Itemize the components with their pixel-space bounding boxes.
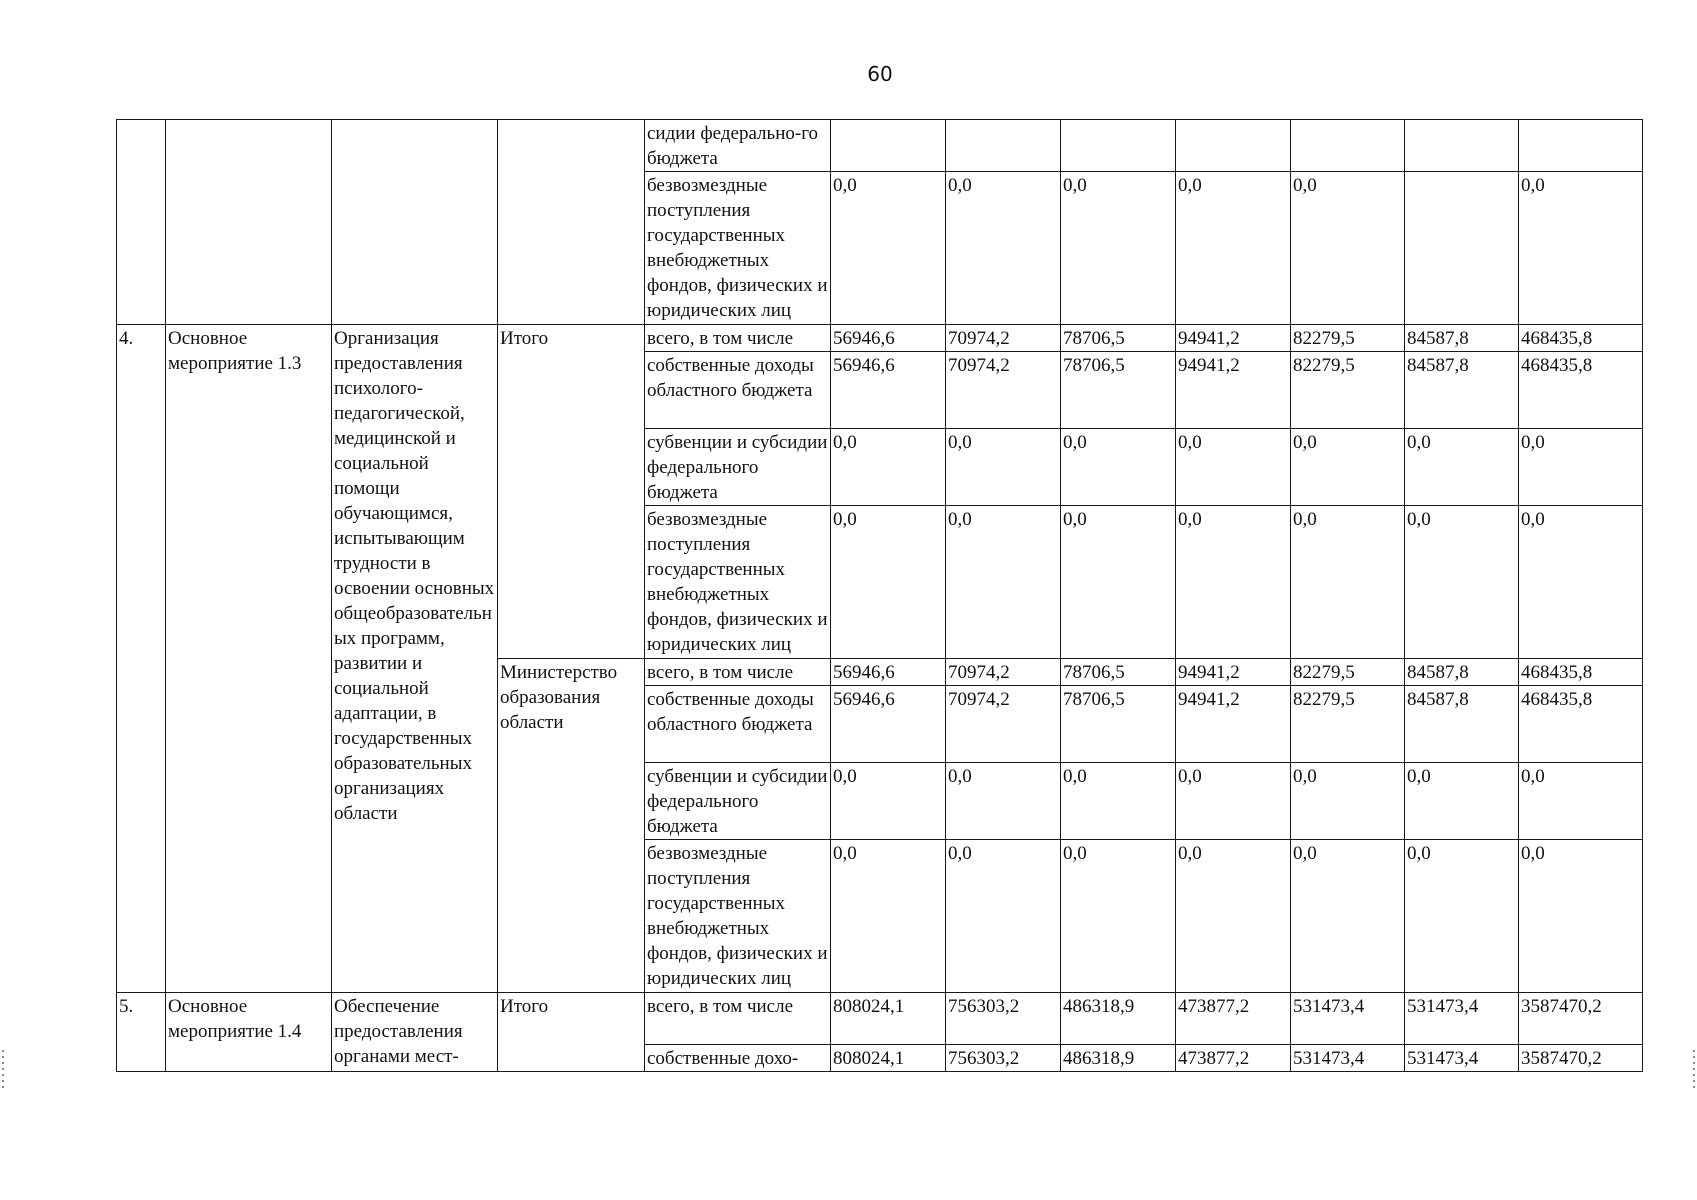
value-cell: 82279,5 bbox=[1291, 659, 1405, 686]
value-cell: 0,0 bbox=[946, 840, 1061, 993]
value-cell: 0,0 bbox=[1291, 429, 1405, 506]
value-cell: 56946,6 bbox=[831, 659, 946, 686]
value-cell: 486318,9 bbox=[1061, 993, 1176, 1045]
executor-cell bbox=[498, 120, 645, 325]
value-cell: 78706,5 bbox=[1061, 352, 1176, 429]
value-cell: 0,0 bbox=[1176, 429, 1291, 506]
budget-table bbox=[116, 119, 1643, 1072]
value-cell bbox=[1061, 120, 1176, 172]
value-cell: 531473,4 bbox=[1291, 993, 1405, 1045]
funding-type-cell: всего, в том числе bbox=[645, 659, 831, 686]
value-cell: 468435,8 bbox=[1519, 659, 1643, 686]
value-cell bbox=[1405, 120, 1519, 172]
value-cell: 0,0 bbox=[1405, 840, 1519, 993]
value-cell: 56946,6 bbox=[831, 325, 946, 352]
value-cell: 3587470,2 bbox=[1519, 1045, 1643, 1072]
value-cell: 0,0 bbox=[1519, 172, 1643, 325]
value-cell: 0,0 bbox=[1061, 840, 1176, 993]
value-cell: 0,0 bbox=[1519, 763, 1643, 840]
funding-type-cell: безвозмездные поступления государственных внебюджетных фондов, физических и юридических лиц bbox=[645, 840, 831, 993]
index-cell bbox=[117, 120, 166, 325]
value-cell: 0,0 bbox=[1519, 506, 1643, 659]
scan-edge-mark-right bbox=[1693, 1050, 1695, 1090]
executor-cell: Итого bbox=[498, 993, 645, 1072]
value-cell: 84587,8 bbox=[1405, 659, 1519, 686]
value-cell bbox=[831, 120, 946, 172]
value-cell: 0,0 bbox=[1176, 763, 1291, 840]
value-cell: 84587,8 bbox=[1405, 352, 1519, 429]
description-cell bbox=[332, 120, 498, 325]
table-row bbox=[117, 325, 1643, 352]
funding-type-cell: безвозмездные поступления государственных внебюджетных фондов, физических и юридических лиц bbox=[645, 506, 831, 659]
value-cell: 0,0 bbox=[1061, 506, 1176, 659]
value-cell: 473877,2 bbox=[1176, 993, 1291, 1045]
scan-edge-mark-left bbox=[2, 1050, 4, 1090]
value-cell bbox=[946, 120, 1061, 172]
value-cell: 70974,2 bbox=[946, 659, 1061, 686]
value-cell: 0,0 bbox=[1176, 506, 1291, 659]
value-cell: 468435,8 bbox=[1519, 352, 1643, 429]
funding-type-cell: собственные доходы областного бюджета bbox=[645, 352, 831, 429]
value-cell: 0,0 bbox=[1405, 429, 1519, 506]
value-cell: 0,0 bbox=[946, 506, 1061, 659]
activity-name-cell: Основное мероприятие 1.3 bbox=[166, 325, 332, 993]
table-row bbox=[117, 120, 1643, 172]
value-cell bbox=[1291, 120, 1405, 172]
value-cell: 56946,6 bbox=[831, 352, 946, 429]
funding-type-cell: всего, в том числе bbox=[645, 325, 831, 352]
page-number: 60 bbox=[867, 62, 893, 86]
table-row bbox=[117, 993, 1643, 1045]
activity-name-cell: Основное мероприятие 1.4 bbox=[166, 993, 332, 1072]
activity-name-cell bbox=[166, 120, 332, 325]
value-cell: 84587,8 bbox=[1405, 325, 1519, 352]
value-cell: 70974,2 bbox=[946, 352, 1061, 429]
value-cell: 84587,8 bbox=[1405, 686, 1519, 763]
value-cell: 473877,2 bbox=[1176, 1045, 1291, 1072]
value-cell: 78706,5 bbox=[1061, 325, 1176, 352]
value-cell: 0,0 bbox=[1405, 506, 1519, 659]
value-cell: 0,0 bbox=[1519, 429, 1643, 506]
executor-cell: Итого bbox=[498, 325, 645, 659]
value-cell: 0,0 bbox=[946, 172, 1061, 325]
value-cell: 0,0 bbox=[946, 429, 1061, 506]
value-cell bbox=[1176, 120, 1291, 172]
value-cell: 531473,4 bbox=[1291, 1045, 1405, 1072]
value-cell: 78706,5 bbox=[1061, 659, 1176, 686]
funding-type-cell: субвенции и субсидии федерального бюджета bbox=[645, 763, 831, 840]
value-cell: 94941,2 bbox=[1176, 325, 1291, 352]
value-cell: 0,0 bbox=[831, 429, 946, 506]
value-cell: 78706,5 bbox=[1061, 686, 1176, 763]
index-cell: 4. bbox=[117, 325, 166, 993]
value-cell: 756303,2 bbox=[946, 993, 1061, 1045]
value-cell: 486318,9 bbox=[1061, 1045, 1176, 1072]
value-cell: 94941,2 bbox=[1176, 352, 1291, 429]
value-cell: 94941,2 bbox=[1176, 659, 1291, 686]
value-cell: 0,0 bbox=[1291, 840, 1405, 993]
value-cell: 0,0 bbox=[1061, 172, 1176, 325]
value-cell: 94941,2 bbox=[1176, 686, 1291, 763]
value-cell: 70974,2 bbox=[946, 686, 1061, 763]
value-cell: 0,0 bbox=[1291, 763, 1405, 840]
funding-type-cell: собственные доходы областного бюджета bbox=[645, 686, 831, 763]
value-cell: 0,0 bbox=[946, 763, 1061, 840]
value-cell: 56946,6 bbox=[831, 686, 946, 763]
funding-type-cell: сидии федерально-го бюджета bbox=[645, 120, 831, 172]
value-cell: 0,0 bbox=[1291, 506, 1405, 659]
index-cell: 5. bbox=[117, 993, 166, 1072]
value-cell bbox=[1405, 172, 1519, 325]
funding-type-cell: собственные дохо- bbox=[645, 1045, 831, 1072]
value-cell: 3587470,2 bbox=[1519, 993, 1643, 1045]
value-cell: 0,0 bbox=[831, 506, 946, 659]
value-cell: 0,0 bbox=[1176, 172, 1291, 325]
value-cell: 82279,5 bbox=[1291, 352, 1405, 429]
description-cell: Организация предоставления психолого-педагогической, медицинской и социальной помощи обучающимся, испытывающим трудности в освоении основных общеобразовательных программ, развитии и социальной адаптации, в государственных образовательных организациях области bbox=[332, 325, 498, 993]
description-cell: Обеспечение предоставления органами мест- bbox=[332, 993, 498, 1072]
value-cell: 82279,5 bbox=[1291, 325, 1405, 352]
value-cell: 531473,4 bbox=[1405, 1045, 1519, 1072]
value-cell: 0,0 bbox=[1405, 763, 1519, 840]
funding-type-cell: субвенции и субсидии федерального бюджета bbox=[645, 429, 831, 506]
funding-type-cell: безвозмездные поступления государственных внебюджетных фондов, физических и юридических лиц bbox=[645, 172, 831, 325]
value-cell: 0,0 bbox=[831, 840, 946, 993]
funding-type-cell: всего, в том числе bbox=[645, 993, 831, 1045]
value-cell: 468435,8 bbox=[1519, 325, 1643, 352]
executor-cell: Министерство образования области bbox=[498, 659, 645, 993]
value-cell: 82279,5 bbox=[1291, 686, 1405, 763]
value-cell bbox=[1519, 120, 1643, 172]
value-cell: 468435,8 bbox=[1519, 686, 1643, 763]
value-cell: 0,0 bbox=[1061, 429, 1176, 506]
value-cell: 0,0 bbox=[1291, 172, 1405, 325]
value-cell: 0,0 bbox=[831, 172, 946, 325]
value-cell: 0,0 bbox=[831, 763, 946, 840]
value-cell: 0,0 bbox=[1176, 840, 1291, 993]
value-cell: 0,0 bbox=[1061, 763, 1176, 840]
value-cell: 0,0 bbox=[1519, 840, 1643, 993]
value-cell: 756303,2 bbox=[946, 1045, 1061, 1072]
value-cell: 531473,4 bbox=[1405, 993, 1519, 1045]
value-cell: 808024,1 bbox=[831, 1045, 946, 1072]
value-cell: 70974,2 bbox=[946, 325, 1061, 352]
value-cell: 808024,1 bbox=[831, 993, 946, 1045]
